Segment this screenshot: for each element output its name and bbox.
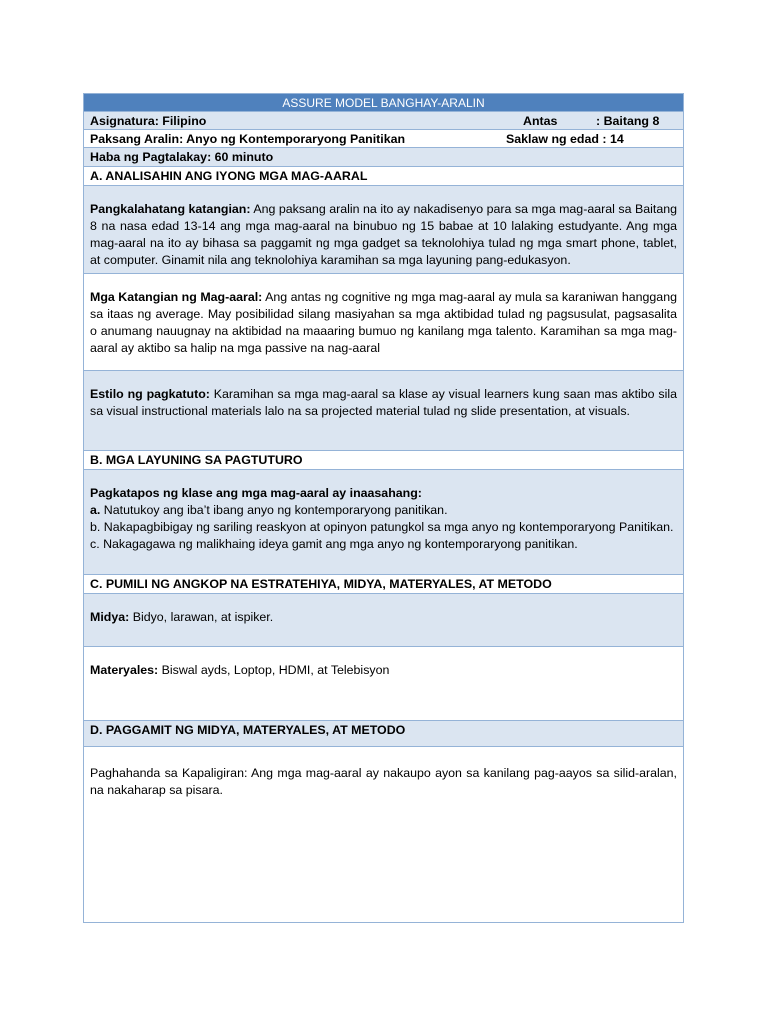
lesson-plan-table: [83, 93, 684, 923]
row-paksa: [84, 130, 683, 148]
materyales-text: Biswal ayds, Loptop, HDMI, at Telebisyon: [158, 663, 390, 677]
saklaw-text: Saklaw ng edad : 14: [506, 132, 624, 146]
midya-label: Midya:: [90, 610, 130, 624]
layunin-item: a. Natutukoy ang iba’t ibang anyo ng kontemporaryong panitikan.: [90, 503, 448, 517]
antas-label: Antas: [523, 114, 558, 128]
materyales-label: Materyales:: [90, 663, 159, 677]
layunin-item: c. Nakagagawa ng malikhaing ideya gamit ang mga anyo ng kontemporaryong panitikan.: [90, 537, 578, 551]
paksa-text: Paksang Aralin: Anyo ng Kontemporaryong Panitikan: [90, 132, 406, 146]
antas-value: : Baitang 8: [596, 114, 660, 128]
paghahanda-text: Paghahanda sa Kapaligiran: Ang mga mag-aaral ay nakaupo ayon sa kanilang pag-aayos sa silid-aralan, na nakaharap sa pisara.: [90, 766, 677, 797]
katangian-label: Mga Katangian ng Mag-aaral:: [90, 290, 263, 304]
pangkalahatan-cell: [84, 186, 683, 274]
katangian-cell: [84, 274, 683, 371]
pangkalahatan-text: Ang paksang aralin na ito ay nakadisenyo para sa mga mag-aaral sa Baitang 8 na nasa edad 13-14 ang mga mag-aaral na binubuo ng 15 babae at 10 lalaking estudyante. Ang mga mag-aaral na ito ay bihasa sa paggamit ng mga gadget sa teknolohiya tulad ng mga smart phone, tablet, at computer. Ginamit nila ang teknolohiya karamihan sa mga layuning pang-edukasyon.: [90, 202, 677, 267]
pangkalahatan-label: Pangkalahatang katangian:: [90, 202, 251, 216]
section-a-heading: A. ANALISAHIN ANG IYONG MGA MAG-AARAL: [84, 167, 683, 186]
section-b-heading: B. MGA LAYUNING SA PAGTUTURO: [84, 451, 683, 470]
katangian-text: Ang antas ng cognitive ng mga mag-aaral ay mula sa karaniwan hanggang sa itaas ng average. May posibilidad silang masiyahan sa mga aktibidad tulad ng pagsusulat, pagsasalita o anumang nauugnay na aktibidad na maaaring bumuo ng kanilang mga talento. Karamihan sa mga mag-aaral ay aktibo sa halip na mga passive na nag-aaral: [90, 290, 677, 355]
section-d-heading: D. PAGGAMIT NG MIDYA, MATERYALES, AT METODO: [84, 721, 683, 747]
layunin-item: b. Nakapagbibigay ng sariling reaskyon at opinyon patungkol sa mga anyo ng kontemporaryong Panitikan.: [90, 520, 674, 534]
paghahanda-cell: [84, 747, 683, 922]
midya-cell: [84, 594, 683, 647]
section-c-heading: C. PUMILI NG ANGKOP NA ESTRATEHIYA, MIDYA, MATERYALES, AT METODO: [84, 575, 683, 594]
estilo-text: Karamihan sa mga mag-aaral sa klase ay visual learners kung saan mas aktibo sila sa visual instructional materials lalo na sa projected material tulad ng slide presentation, at visuals.: [90, 387, 677, 418]
asignatura-text: Asignatura: Filipino: [90, 114, 207, 128]
row-haba: Haba ng Pagtalakay: 60 minuto: [84, 148, 683, 167]
estilo-cell: [84, 371, 683, 451]
row-asignatura: [84, 112, 683, 130]
layunin-intro: Pagkatapos ng klase ang mga mag-aaral ay inaasahang:: [90, 486, 422, 500]
layunin-cell: [84, 470, 683, 575]
midya-text: Bidyo, larawan, at ispiker.: [129, 610, 274, 624]
table-title: ASSURE MODEL BANGHAY-ARALIN: [84, 94, 683, 112]
estilo-label: Estilo ng pagkatuto:: [90, 387, 210, 401]
materyales-cell: [84, 647, 683, 721]
